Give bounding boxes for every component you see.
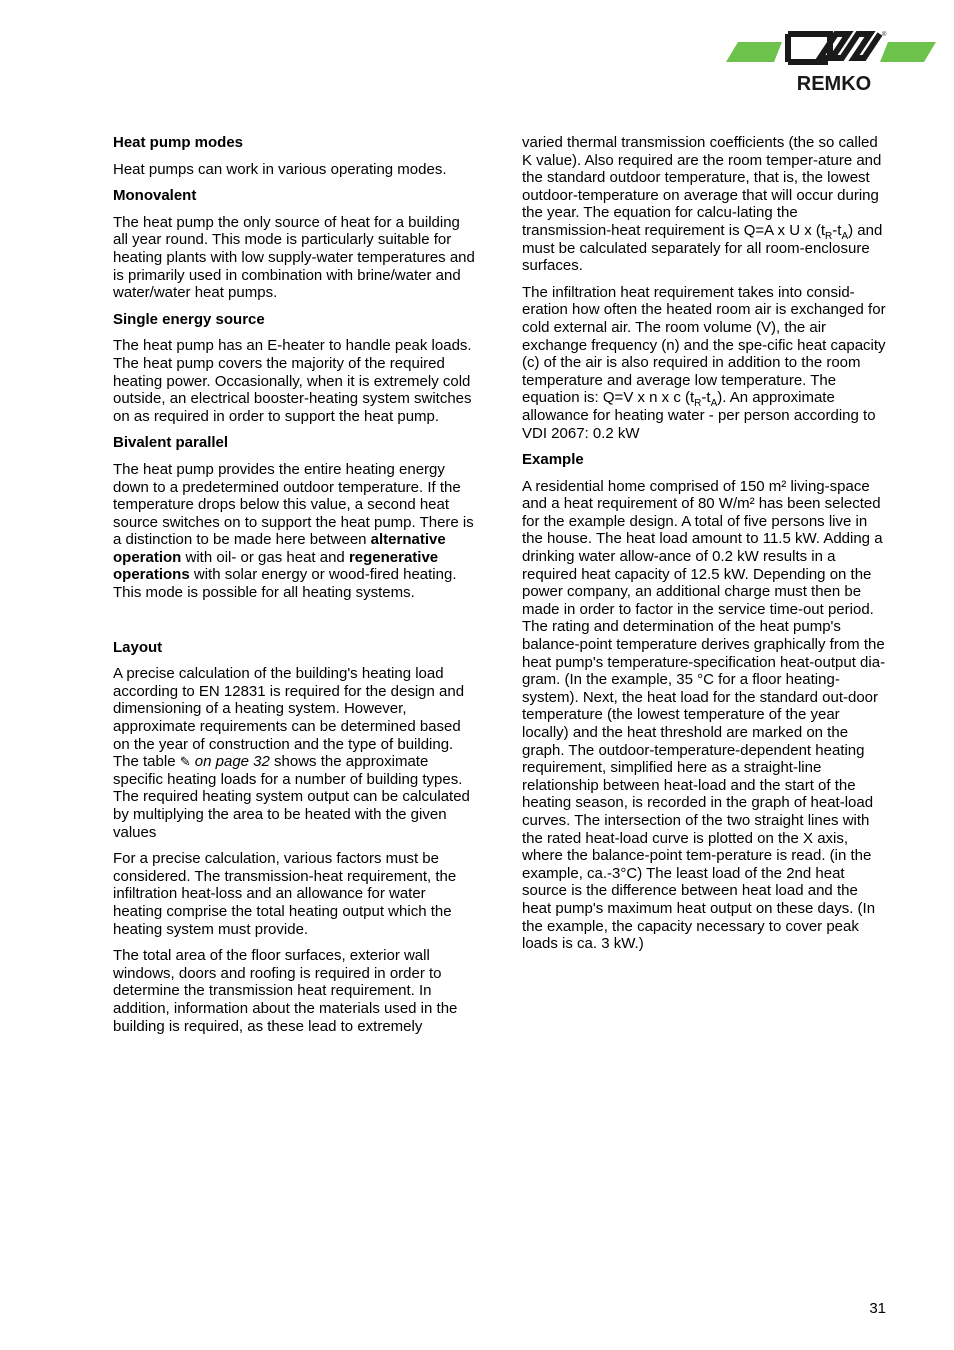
paragraph-infiltration-heat: The infiltration heat requirement takes into consid-eration how often the heated room air is exchanged for cold external air. The room volume (V), the air exchange frequency (n) and the spe-cific heat capacity (c) of the air is also required in addition to the room temperature and average low temperature. The equation is: Q=V x n x c $(t_R-t_A)$. An approximate allowance for heating water - per person according to VDI 2067: 0.2 kW <box>522 283 886 442</box>
heading-example: Example <box>522 451 584 469</box>
heading-layout: Layout <box>113 638 163 656</box>
paragraph-heat-pump-modes: Heat pumps can work in various operating modes. <box>113 160 447 178</box>
heading-single-energy-source: Single energy source <box>113 310 265 328</box>
paragraph-layout-2: For a precise calculation, various factors must be considered. The transmission-heat requirement, the infiltration heat-loss and an allowance for water heating comprise the total heating output which the heating system must provide. <box>113 850 457 938</box>
logo-registered-mark: ® <box>882 32 887 38</box>
cross-reference-icon: ✎ <box>179 754 191 770</box>
section-spacer <box>113 611 477 639</box>
term-alternative-operation: alternative operation <box>113 531 446 566</box>
paragraph-layout-1: A precise calculation of the building's heating load according to EN 12831 is required for the design and dimensioning of a heating system. However, approximate requirements can be determined based on the year of construction and the type of building. The table ✎ on page 32 shows the approximate specific heating loads for a number of building types. The required heating system output can be calculated by multiplying the area to be heated with the given values <box>113 665 470 841</box>
heading-heat-pump-modes: Heat pump modes <box>113 134 244 151</box>
heading-monovalent: Monovalent <box>113 187 197 205</box>
page-number: 31 <box>869 1300 886 1317</box>
logo-text: REMKO <box>796 73 872 94</box>
paragraph-layout-3: The total area of the floor surfaces, exterior wall windows, doors and roofing is required in order to determine the transmission heat requirement. In addition, information about the materials used in the building is required, as these lead to extremely <box>113 947 458 1035</box>
paragraph-bivalent-parallel: The heat pump provides the entire heating energy down to a predetermined outdoor temperature. If the temperature drops below this value, a second heat source switches on to support the heat pump. There is a distinction to be made here between alternative operation with oil- or gas heat and regenerative operations with solar energy or wood-fired heating. This mode is possible for all heating systems. <box>113 460 474 602</box>
paragraph-single-energy-source: The heat pump has an E-heater to handle peak loads. The heat pump covers the majority of the required heating power. Occasionally, when it is extremely cold outside, an electrical booster-heating system switches on as required in order to support the heat pump. <box>113 337 472 425</box>
right-column <box>522 134 890 962</box>
heading-bivalent-parallel: Bivalent parallel <box>113 434 229 452</box>
paragraph-monovalent: The heat pump the only source of heat for a building all year round. This mode is particularly suitable for heating plants with low supply-water temperatures and is primarily used in combination with brine/water and water/water heat pumps. <box>113 213 475 302</box>
page-reference-link[interactable]: on page 32 <box>194 753 270 771</box>
paragraph-transmission-heat: varied thermal transmission coefficients (the so called K value). Also required are the room temper-ature and the standard outdoor temperature, that is, the lowest outdoor-temperature on average that will occur during the year. The equation for calcu-lating the transmission-heat requirement is Q=A x U x $(t_R-t_A)$ and must be calculated separately for all room-enclosure surfaces. <box>522 134 883 275</box>
logo-green-bar-left <box>726 42 782 62</box>
term-regenerative-operations: regenerative operations <box>113 548 439 584</box>
left-column <box>113 134 477 1044</box>
logo-green-bar-right <box>880 42 936 62</box>
remko-logo <box>724 28 938 94</box>
paragraph-example: A residential home comprised of 150 m² living-space and a heat requirement of 80 W/m² has been selected for the example design. A total of five persons live in the house. The heat load amount to 11.5 kW. Adding a drinking water allow-ance of 0.2 kW results in a required heat capacity of 12.5 kW. Depending on the power company, an additional charge must then be made in order to factor in the service time-out period. The rating and determination of the heat pump's balance-point temperature derives graphically from the heat pump's temperature-specification heat-output dia-gram. (In the example, 35 °C for a floor heating-system). Next, the heat load for the standard out-door temperature (the lowest temperature of the year locally) and the heat threshold are marked on the graph. The outdoor-temperature-dependent heating requirement, simplified here as a straight-line relationship between heat-load and the start of the heating season, is recorded in the graph of heat-load curves. The intersection of the two straight lines with the rated heat-load curve is plotted on the X axis, where the balance-point tem-perature is read. (in the example, ca.-3°C) The least load of the 2nd heat source is the difference between heat load and the heat pump's maximum heat output on these days. (In the example, the capacity necessary to cover peak loads is ca. 3 kW.) <box>522 477 886 953</box>
logo-rk-mark <box>788 34 880 58</box>
